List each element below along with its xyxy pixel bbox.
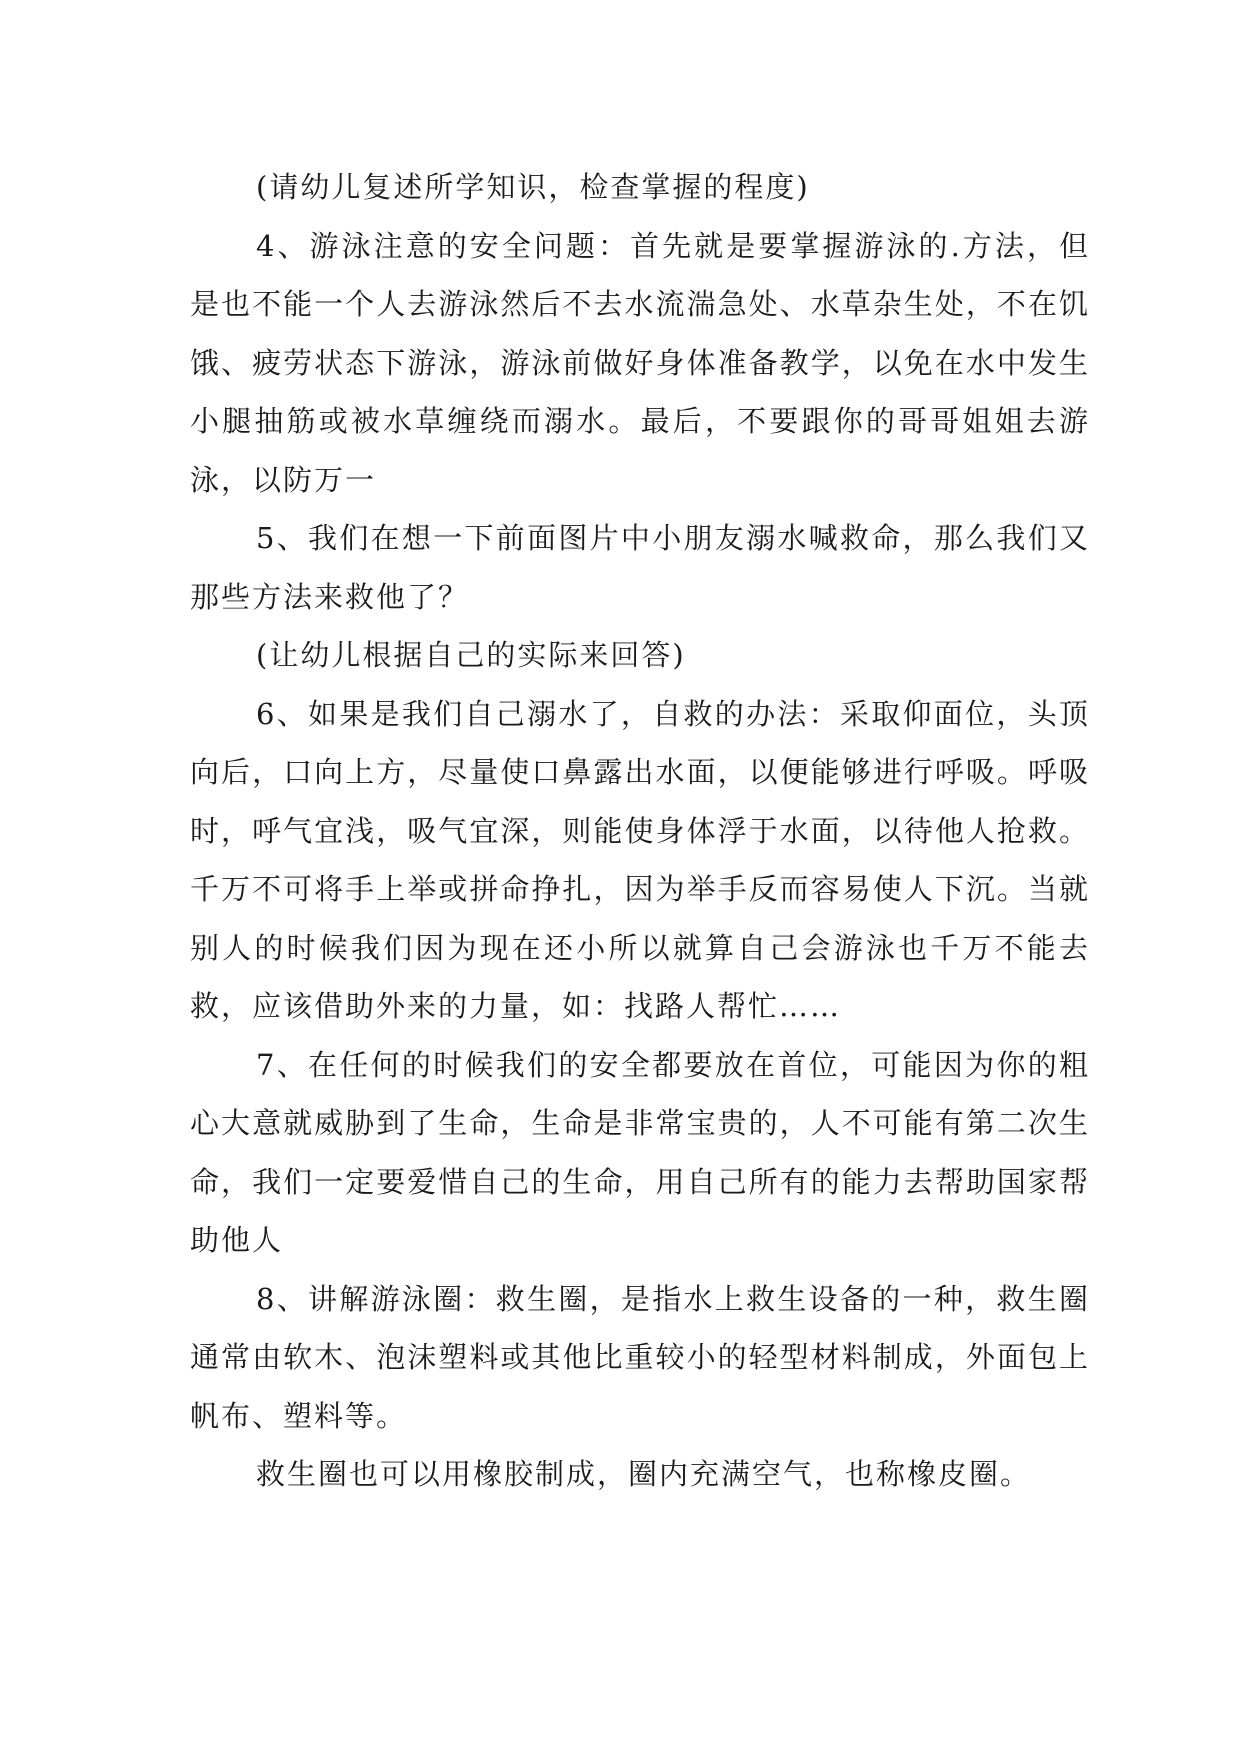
paragraph-safety-first: 7、在任何的时候我们的安全都要放在首位，可能因为你的粗心大意就威胁到了生命，生命是非常宝贵的，人不可能有第二次生命，我们一定要爱惜自己的生命，用自己所有的能力去帮助国家帮助他人 bbox=[190, 1047, 1090, 1257]
paragraph-self-rescue: 6、如果是我们自己溺水了，自救的办法：采取仰面位，头顶向后，口向上方，尽量使口鼻露出水面，以便能够进行呼吸。呼吸时，呼气宜浅，吸气宜深，则能使身体浮于水面，以待他人抢救。千万不可将手上举或拼命挣扎，因为举手反而容易使人下沉。当就别人的时候我们因为现在还小所以就算自己会游泳也千万不能去救，应该借助外来的力量，如：找路人帮忙…… bbox=[190, 696, 1090, 1023]
paragraph-rescue-question: 5、我们在想一下前面图片中小朋友溺水喊救命，那么我们又那些方法来救他了？ bbox=[190, 521, 1090, 614]
paragraph-prompt-review: (请幼儿复述所学知识，检查掌握的程度) bbox=[256, 170, 810, 204]
paragraph-rubber-ring: 救生圈也可以用橡胶制成，圈内充满空气，也称橡皮圈。 bbox=[256, 1457, 1032, 1491]
paragraph-prompt-answer: (让幼儿根据自己的实际来回答) bbox=[256, 638, 686, 672]
document-body bbox=[190, 158, 1090, 1504]
paragraph-swimming-safety: 4、游泳注意的安全问题：首先就是要掌握游泳的.方法，但是也不能一个人去游泳然后不去水流湍急处、水草杂生处，不在饥饿、疲劳状态下游泳，游泳前做好身体准备教学，以免在水中发生小腿抽筋或被水草缠绕而溺水。最后，不要跟你的哥哥姐姐去游泳，以防万一 bbox=[190, 228, 1090, 497]
paragraph-lifebuoy: 8、讲解游泳圈：救生圈，是指水上救生设备的一种，救生圈通常由软木、泡沫塑料或其他比重较小的轻型材料制成，外面包上帆布、塑料等。 bbox=[190, 1281, 1090, 1433]
